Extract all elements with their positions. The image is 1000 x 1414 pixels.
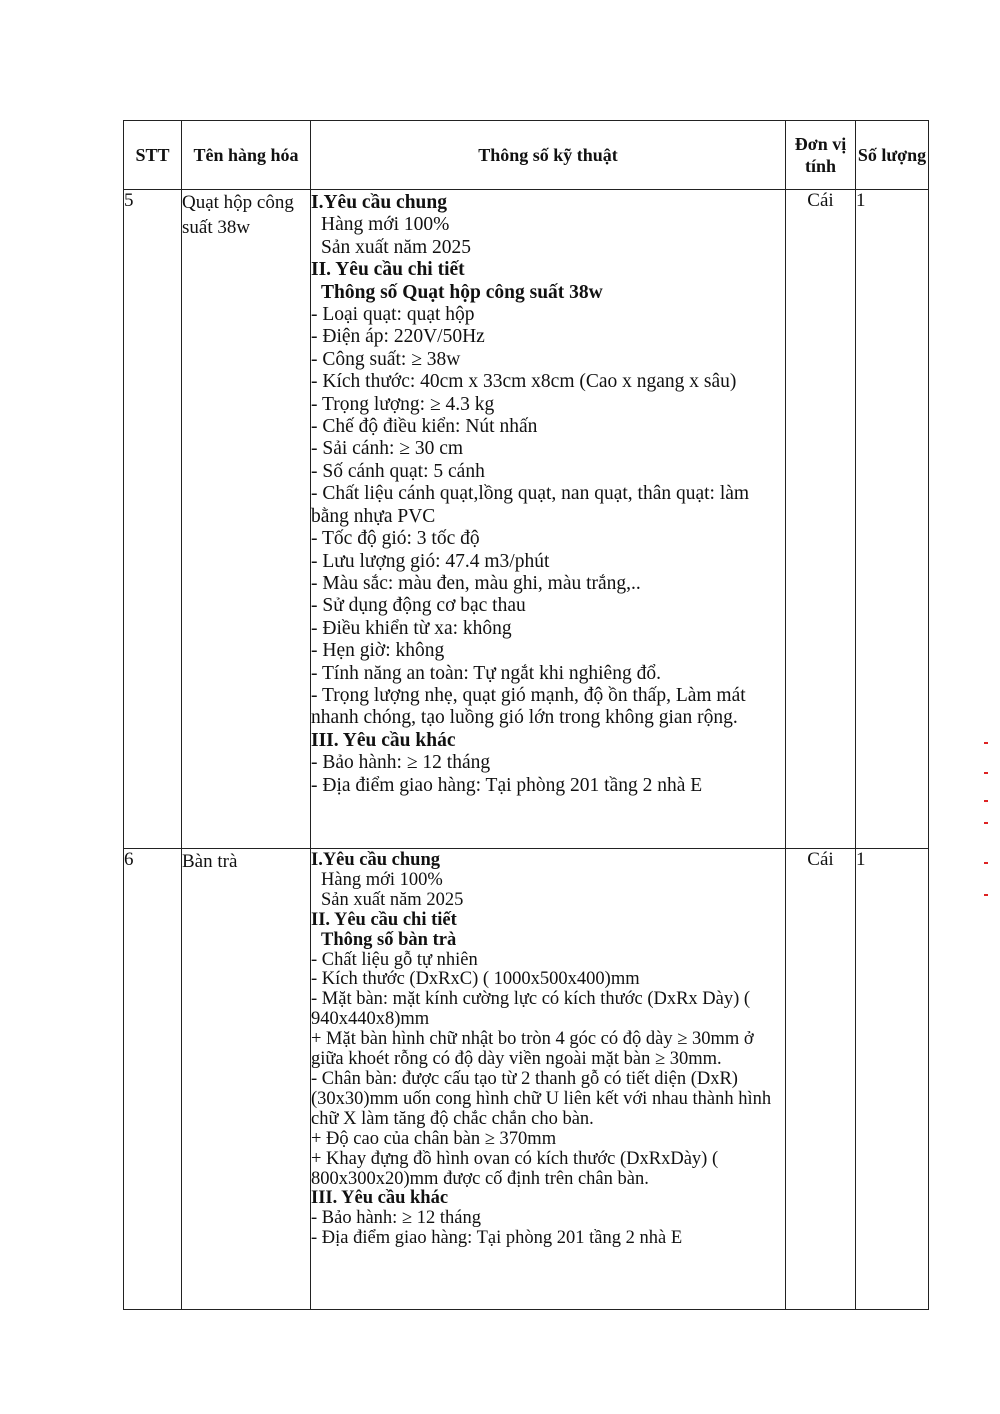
spec-heading: II. Yêu cầu chi tiết	[311, 909, 457, 930]
row-qty: 1	[856, 190, 929, 849]
row-stt: 5	[124, 190, 182, 849]
spec-line: - Điều khiển từ xa: không	[311, 617, 512, 639]
row-spec	[311, 190, 786, 849]
spec-line: + Độ cao của chân bàn ≥ 370mm	[311, 1128, 557, 1149]
spec-line: + Khay đựng đồ hình ovan có kích thước (DxRxDày) ( 800x300x20)mm được cố định trên chân bàn.	[311, 1148, 723, 1189]
header-name: Tên hàng hóa	[182, 121, 311, 190]
spec-line: - Mặt bàn: mặt kính cường lực có kích thước (DxRx Dày) ( 940x440x8)mm	[311, 989, 755, 1030]
spec-line: + Mặt bàn hình chữ nhật bo tròn 4 góc có độ dày ≥ 30mm ở giữa khoét rỗng có độ dày viền ngoài mặt bàn ≥ 30mm.	[311, 1029, 759, 1070]
spec-line: - Chân bàn: được cấu tạo từ 2 thanh gỗ có tiết diện (DxR) (30x30)mm uốn cong hình chữ U liên kết với nhau thành hình chữ X làm tăng độ chắc chắn cho bàn.	[311, 1068, 776, 1129]
row-item-name: Bàn trà	[182, 849, 311, 1310]
spec-line: - Chất liệu cánh quạt,lồng quạt, nan quạt, thân quạt: làm bằng nhựa PVC	[311, 483, 754, 527]
row-unit: Cái	[786, 849, 856, 1310]
spec-heading: III. Yêu cầu khác	[311, 729, 456, 751]
spec-line: - Sử dụng động cơ bạc thau	[311, 595, 526, 617]
row-unit: Cái	[786, 190, 856, 849]
spec-heading: I.Yêu cầu chung	[311, 192, 447, 213]
spec-line: - Tính năng an toàn: Tự ngắt khi nghiêng đổ.	[311, 662, 661, 684]
row-spec	[311, 849, 786, 1310]
spec-line: Sản xuất năm 2025	[321, 236, 472, 258]
spec-line: - Hẹn giờ: không	[311, 640, 445, 662]
margin-red-marks	[982, 712, 992, 912]
spec-line: - Tốc độ gió: 3 tốc độ	[311, 528, 480, 550]
row-qty: 1	[856, 849, 929, 1310]
spec-heading: II. Yêu cầu chi tiết	[311, 259, 465, 281]
spec-table	[123, 120, 929, 1310]
spec-line: - Loại quạt: quạt hộp	[311, 304, 475, 326]
spec-list	[311, 849, 785, 1249]
spec-heading: III. Yêu cầu khác	[311, 1188, 449, 1209]
table-header-row	[124, 121, 929, 190]
spec-line: - Trọng lượng nhẹ, quạt gió mạnh, độ ồn thấp, Làm mát nhanh chóng, tạo luồng gió lớn trong không gian rộng.	[311, 684, 751, 729]
table-row	[124, 190, 929, 849]
spec-line: - Kích thước (DxRxC) ( 1000x500x400)mm	[311, 969, 640, 990]
table-row	[124, 849, 929, 1310]
spec-line: Hàng mới 100%	[321, 869, 443, 890]
spec-line: Hàng mới 100%	[321, 214, 450, 236]
header-unit: Đơn vị tính	[786, 121, 856, 190]
spec-line: - Chế độ điều kiển: Nút nhấn	[311, 416, 538, 438]
header-stt: STT	[124, 121, 182, 190]
spec-line: - Điện áp: 220V/50Hz	[311, 326, 485, 348]
spec-line: - Lưu lượng gió: 47.4 m3/phút	[311, 550, 550, 572]
spec-line: - Kích thước: 40cm x 33cm x8cm (Cao x ngang x sâu)	[311, 371, 737, 393]
spec-line: - Sải cánh: ≥ 30 cm	[311, 438, 464, 460]
spec-list	[311, 190, 785, 797]
spec-line: - Bảo hành: ≥ 12 tháng	[311, 752, 491, 774]
spec-line: - Chất liệu gỗ tự nhiên	[311, 949, 478, 970]
spec-line: - Số cánh quạt: 5 cánh	[311, 460, 485, 482]
spec-heading: I.Yêu cầu chung	[311, 850, 441, 870]
spec-line: - Bảo hành: ≥ 12 tháng	[311, 1208, 481, 1229]
spec-line: - Màu sắc: màu đen, màu ghi, màu trắng,..	[311, 572, 641, 594]
spec-line: - Địa điểm giao hàng: Tại phòng 201 tầng 2 nhà E	[311, 1228, 683, 1249]
spec-line: - Công suất: ≥ 38w	[311, 348, 461, 370]
spec-heading: Thông số bàn trà	[321, 929, 457, 950]
header-qty: Số lượng	[856, 121, 929, 190]
spec-line: Sản xuất năm 2025	[321, 889, 464, 910]
spec-line: - Trọng lượng: ≥ 4.3 kg	[311, 393, 495, 415]
spec-heading: Thông số Quạt hộp công suất 38w	[321, 281, 603, 303]
row-stt: 6	[124, 849, 182, 1310]
header-spec: Thông số kỹ thuật	[311, 121, 786, 190]
row-item-name: Quạt hộp công suất 38w	[182, 190, 311, 849]
spec-line: - Địa điểm giao hàng: Tại phòng 201 tầng 2 nhà E	[311, 774, 703, 796]
